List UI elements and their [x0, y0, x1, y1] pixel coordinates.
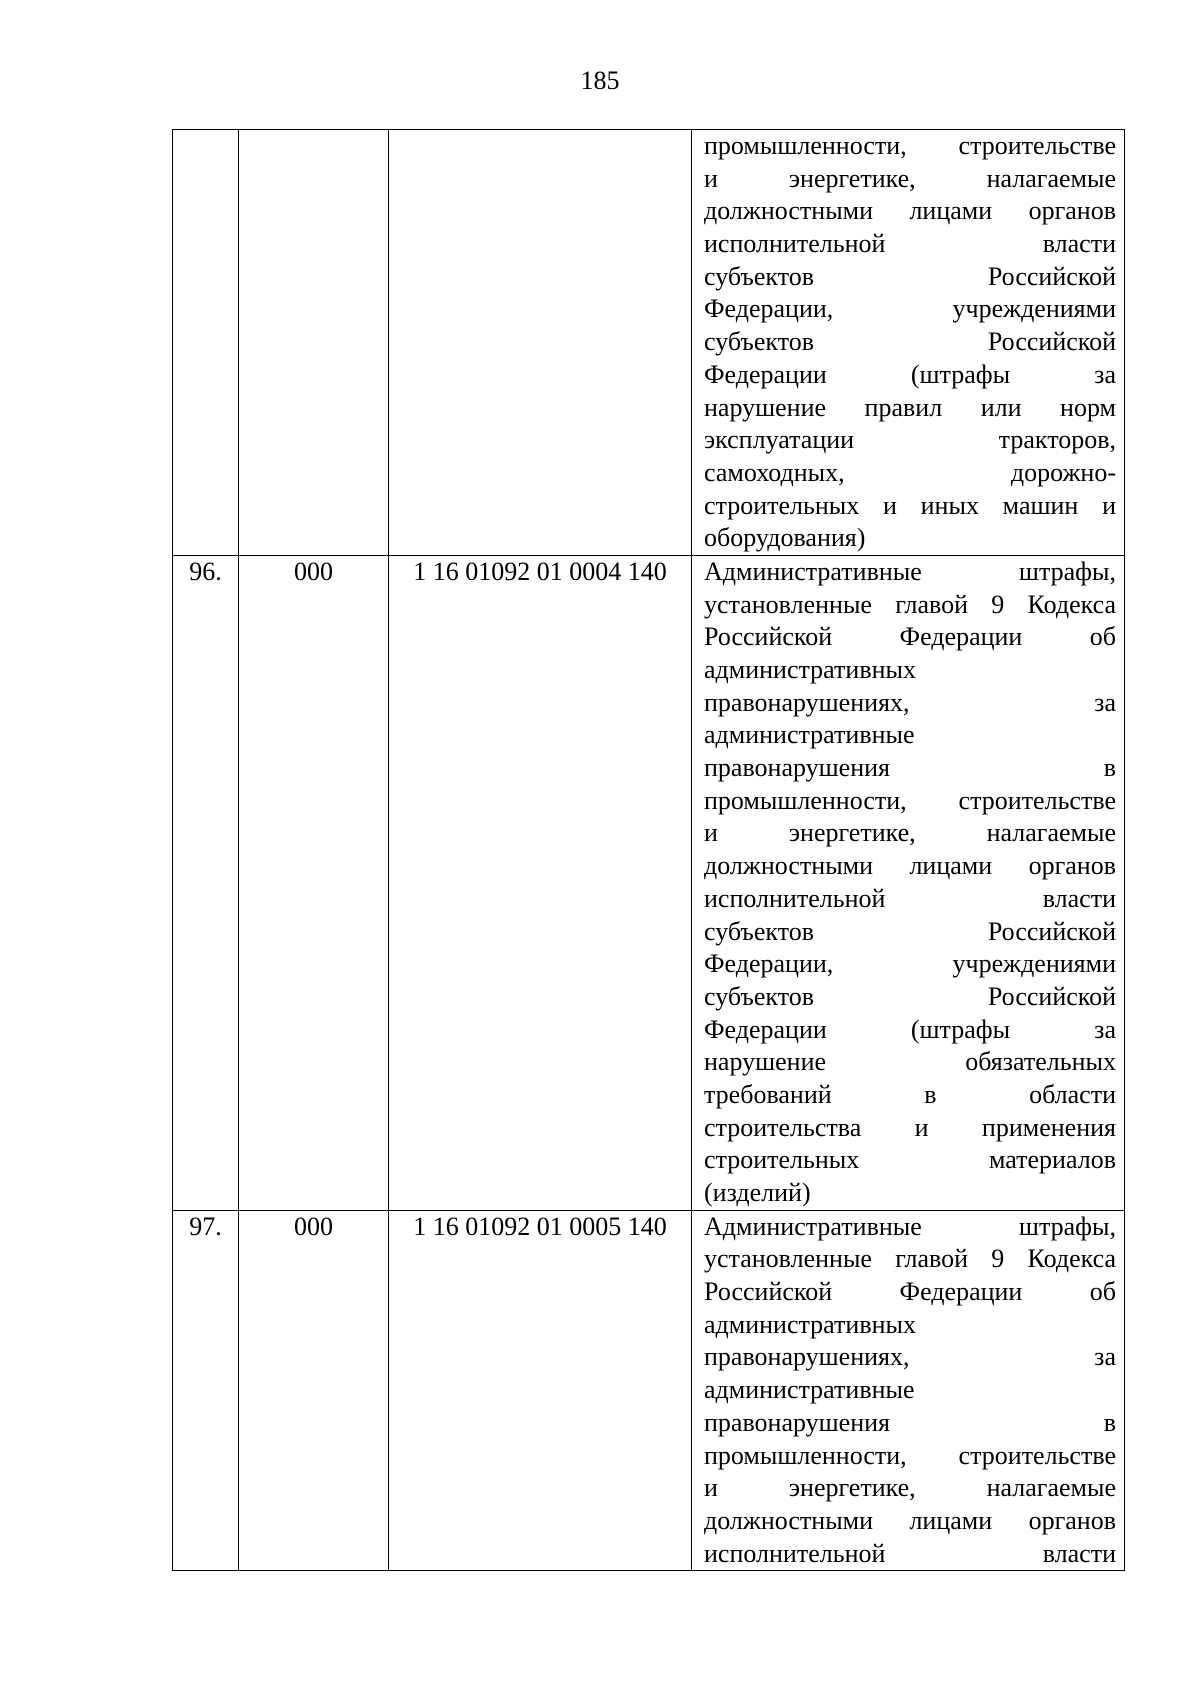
table-row — [173, 1210, 1125, 1571]
admin-code-cell: 000 — [239, 555, 389, 1210]
description-line: Российской Федерации об — [704, 1277, 1116, 1307]
kbk-code-cell: 1 16 01092 01 0005 140 — [389, 1210, 692, 1571]
description-line: строительных и иных машин и — [704, 490, 1116, 520]
description-line: правонарушениях, за — [704, 687, 1116, 717]
description-line: самоходных, дорожно- — [704, 457, 1116, 487]
description-line: строительных материалов — [704, 1145, 1116, 1175]
description-line: строительства и применения — [704, 1112, 1116, 1142]
description-line: Федерации (штрафы за — [704, 359, 1116, 389]
description-cell — [692, 1210, 1125, 1571]
description-line: административные — [704, 1375, 915, 1405]
description-line: Российской Федерации об — [704, 622, 1116, 652]
description-line: промышленности, строительстве — [704, 131, 1116, 160]
description-line: правонарушениях, за — [704, 1342, 1116, 1372]
description-line: эксплуатации тракторов, — [704, 425, 1116, 455]
description-line: субъектов Российской — [704, 261, 1116, 291]
admin-code-cell: 000 — [239, 1210, 389, 1571]
description-line: правонарушения в — [704, 1407, 1116, 1437]
kbk-code-cell — [389, 130, 692, 556]
table-body — [173, 130, 1125, 1571]
table-row — [173, 555, 1125, 1210]
budget-classification-table — [172, 129, 1125, 1571]
description-line: оборудования) — [704, 523, 866, 553]
description-line: (изделий) — [704, 1178, 811, 1207]
description-line: и энергетике, налагаемые — [704, 163, 1116, 193]
description-line: и энергетике, налагаемые — [704, 1473, 1116, 1503]
description-line: промышленности, строительстве — [704, 1440, 1116, 1470]
description-line: исполнительной власти — [704, 883, 1116, 913]
description-line: Административные штрафы, — [704, 1211, 1116, 1241]
description-line: Федерации, учреждениями — [704, 949, 1116, 979]
description-line: установленные главой 9 Кодекса — [704, 1244, 1116, 1274]
description-line: должностными лицами органов — [704, 196, 1116, 226]
description-line: Федерации (штрафы за — [704, 1014, 1116, 1044]
row-number-cell: 96. — [173, 555, 239, 1210]
description-line: и энергетике, налагаемые — [704, 818, 1116, 848]
description-line: нарушение обязательных — [704, 1047, 1116, 1077]
description-cell — [692, 130, 1125, 556]
admin-code-cell — [239, 130, 389, 556]
description-line: требований в области — [704, 1079, 1116, 1109]
description-line: должностными лицами органов — [704, 1505, 1116, 1535]
description-line: исполнительной власти — [704, 1538, 1116, 1568]
description-line: субъектов Российской — [704, 916, 1116, 946]
page-number: 185 — [580, 66, 620, 95]
description-line: Федерации, учреждениями — [704, 294, 1116, 324]
description-line: правонарушения в — [704, 753, 1116, 783]
description-line: административных — [704, 1309, 916, 1339]
row-number-cell — [173, 130, 239, 556]
description-line: установленные главой 9 Кодекса — [704, 589, 1116, 619]
description-line: Административные штрафы, — [704, 556, 1116, 586]
description-line: должностными лицами органов — [704, 851, 1116, 881]
row-number-cell: 97. — [173, 1210, 239, 1571]
kbk-code-cell: 1 16 01092 01 0004 140 — [389, 555, 692, 1210]
description-line: субъектов Российской — [704, 327, 1116, 357]
table-row — [173, 130, 1125, 556]
description-cell — [692, 555, 1125, 1210]
description-line: субъектов Российской — [704, 981, 1116, 1011]
description-line: промышленности, строительстве — [704, 785, 1116, 815]
description-line: административных — [704, 655, 916, 684]
description-line: административные — [704, 720, 915, 750]
description-line: исполнительной власти — [704, 229, 1116, 259]
description-line: нарушение правил или норм — [704, 392, 1116, 422]
